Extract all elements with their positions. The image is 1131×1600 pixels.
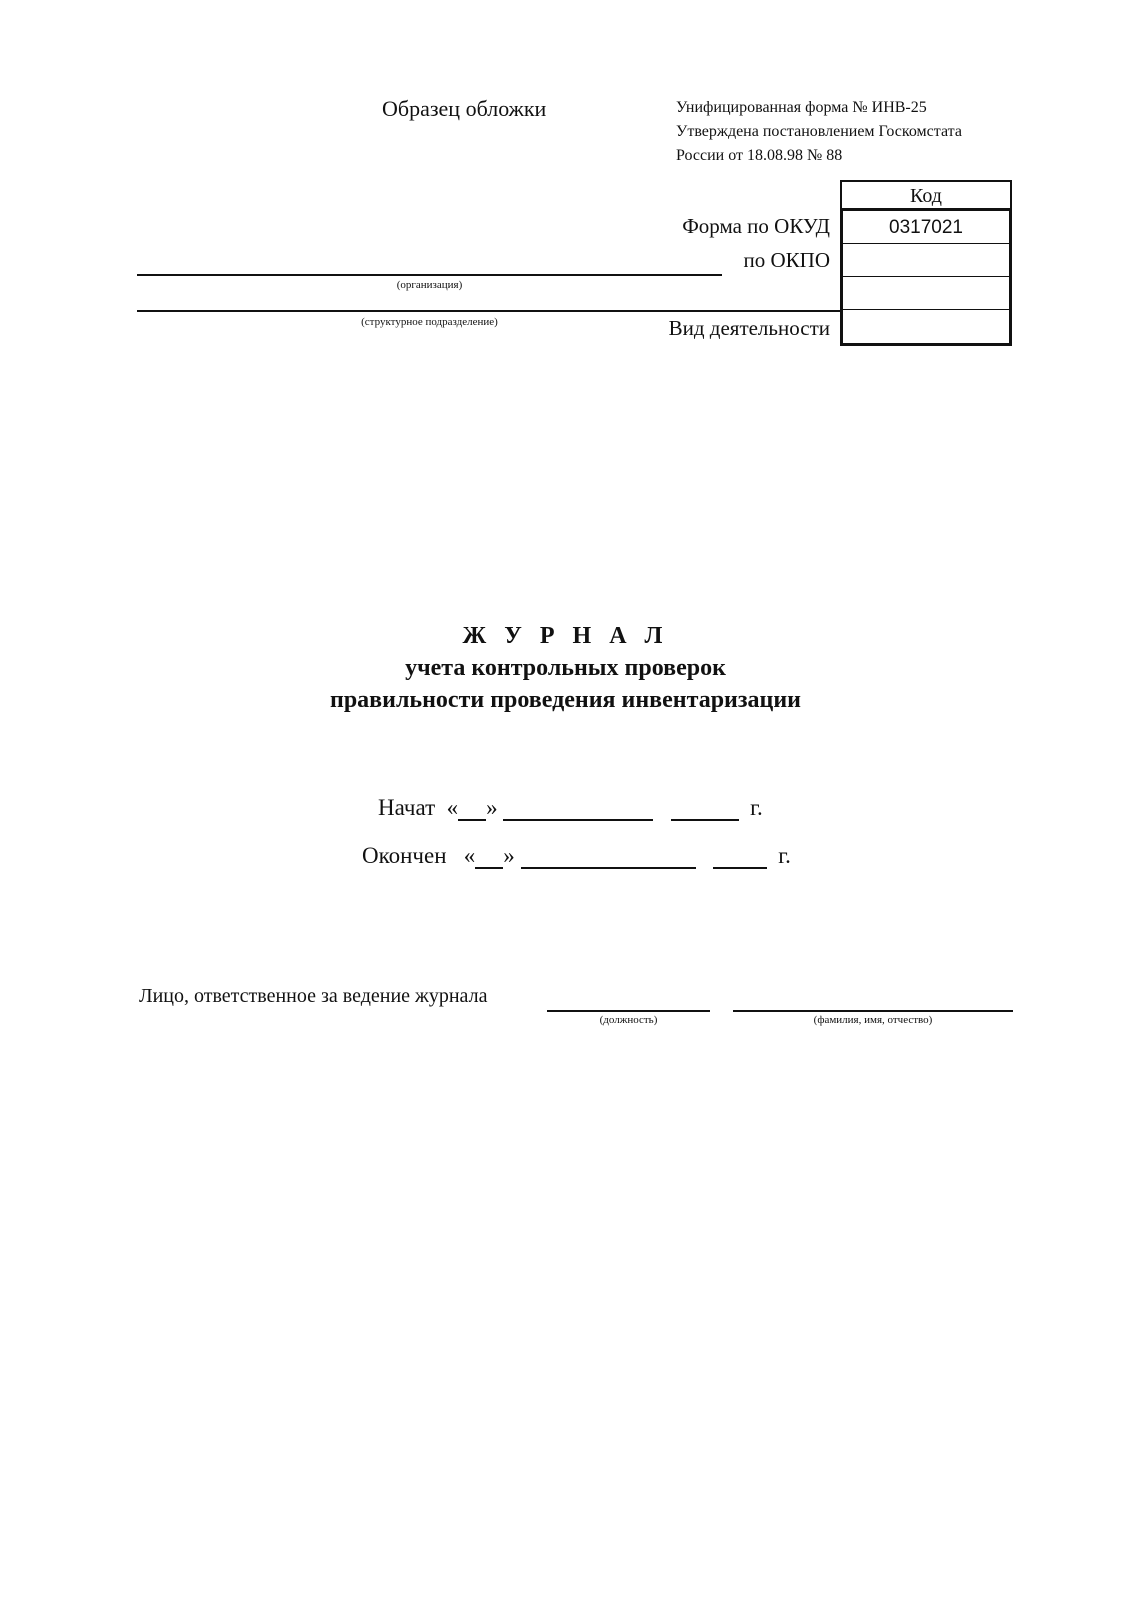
title-line-1: Ж У Р Н А Л (462, 623, 669, 649)
started-label: Начат (378, 795, 436, 820)
form-line-2: Утверждена постановлением Госкомстата (676, 123, 962, 140)
position-line[interactable] (547, 1010, 710, 1012)
codes-header: Код (840, 180, 1012, 208)
started-close-quote: » (486, 795, 498, 820)
started-open-quote: « (446, 795, 459, 820)
organization-caption: (организация) (396, 279, 463, 291)
form-line-1: Унифицированная форма № ИНВ-25 (676, 99, 927, 116)
started-year-field[interactable] (671, 797, 739, 821)
sample-title: Образец обложки (382, 96, 547, 121)
finished-open-quote: « (463, 843, 476, 868)
activity-label: Вид деятельности (668, 316, 830, 340)
title-line-2: учета контрольных проверок (405, 655, 726, 681)
form-approval-info (676, 96, 962, 168)
full-name-line[interactable] (733, 1010, 1013, 1012)
finished-row (362, 843, 791, 869)
organization-line[interactable] (137, 274, 722, 276)
finished-month-field[interactable] (521, 845, 696, 869)
started-month-field[interactable] (503, 797, 653, 821)
division-line[interactable] (137, 310, 840, 312)
journal-title (0, 620, 1131, 716)
okpo-label: по ОКПО (743, 248, 830, 272)
finished-label: Окончен (362, 843, 447, 868)
started-day-field[interactable] (458, 797, 486, 821)
codes-box (840, 208, 1012, 346)
position-caption: (должность) (599, 1014, 658, 1026)
division-caption: (структурное подразделение) (361, 316, 498, 328)
full-name-caption: (фамилия, имя, отчество) (813, 1014, 933, 1026)
okpo-code-field[interactable] (843, 244, 1009, 277)
responsible-label: Лицо, ответственное за ведение журнала (139, 985, 488, 1007)
okud-label: Форма по ОКУД (682, 214, 830, 238)
started-year-suffix: г. (750, 795, 763, 820)
okud-code-field[interactable]: 0317021 (843, 211, 1009, 244)
title-line-3: правильности проведения инвентаризации (329, 687, 801, 713)
activity-code-field[interactable] (843, 310, 1009, 343)
finished-day-field[interactable] (475, 845, 503, 869)
finished-year-field[interactable] (713, 845, 767, 869)
finished-year-suffix: г. (778, 843, 791, 868)
codes-table (840, 180, 1012, 346)
blank-code-field[interactable] (843, 277, 1009, 310)
started-row (378, 795, 763, 821)
form-line-3: России от 18.08.98 № 88 (676, 147, 843, 164)
finished-close-quote: » (503, 843, 515, 868)
